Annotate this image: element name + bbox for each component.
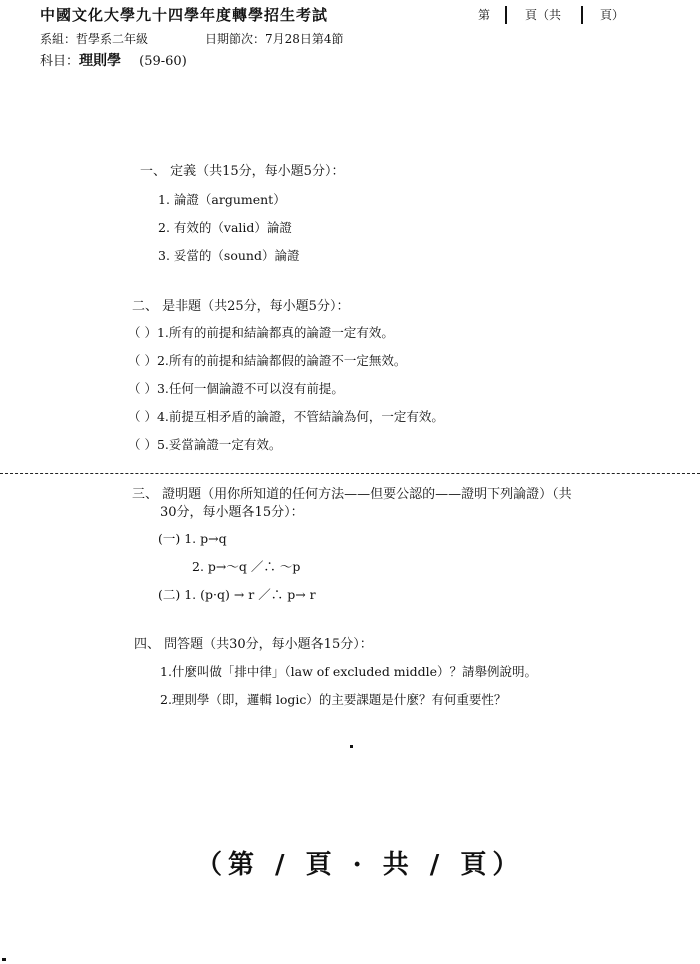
true-false-item: （ ）2.所有的前提和結論都假的論證不一定無效。 <box>128 353 407 368</box>
page-divider <box>505 4 507 24</box>
page-divider <box>581 4 583 24</box>
scan-speck <box>350 745 353 748</box>
page-footer: （第 / 頁 · 共 / 頁） <box>196 850 525 880</box>
essay-question: 2.理則學（即，邏輯 logic）的主要課題是什麼？有何重要性？ <box>160 692 507 707</box>
date-value: 7月28日第4節 <box>265 32 344 46</box>
section-3-heading-line1: 三、 證明題（用你所知道的任何方法——但要公認的——證明下列論證）（共 <box>132 487 572 502</box>
essay-question: 1.什麼叫做「排中律」（law of excluded middle）？請舉例說明。 <box>160 664 538 679</box>
date-line <box>205 30 344 47</box>
date-label: 日期節次： <box>205 32 266 46</box>
section-1-item: 3. 妥當的（sound）論證 <box>158 248 300 263</box>
school-title: 中國文化大學九十四學年度轉學招生考試 <box>40 6 329 24</box>
subject-label: 科目： <box>40 54 80 69</box>
true-false-item: （ ）4.前提互相矛盾的論證，不管結論為何，一定有效。 <box>128 409 444 424</box>
subject-value: 理則學 <box>79 53 122 69</box>
section-1-heading: 一、 定義（共15分，每小題5分）： <box>140 164 345 179</box>
department-value: 哲學系二年級 <box>76 32 149 46</box>
subject-code: (59-60) <box>139 54 187 69</box>
department-label: 系組： <box>40 32 77 46</box>
section-3-heading-line2: 30分，每小題各15分）： <box>160 505 304 520</box>
true-false-item: （ ）1.所有的前提和結論都真的論證一定有效。 <box>128 325 394 340</box>
page-label-first: 第 <box>478 8 491 22</box>
page-label-middle: 頁（共 <box>525 8 562 22</box>
section-1-item: 2. 有效的（valid）論證 <box>158 220 292 235</box>
department-line <box>40 30 148 47</box>
subject-line <box>40 50 187 70</box>
section-2-heading: 二、 是非題（共25分，每小題5分）： <box>132 299 350 314</box>
true-false-item: （ ）3.任何一個論證不可以沒有前提。 <box>128 381 344 396</box>
section-4-heading: 四、 問答題（共30分，每小題各15分）： <box>134 637 373 652</box>
true-false-item: （ ）5.妥當論證一定有效。 <box>128 437 282 452</box>
page-label-end: 頁） <box>600 8 625 22</box>
fold-line-divider <box>0 473 700 474</box>
proof-question-1: (一) 1. p→q <box>158 531 227 546</box>
proof-question-2: (二) 1. (p·q) → r ／∴ p→ r <box>158 587 316 602</box>
scan-speck <box>2 958 6 961</box>
proof-question-1-premise-2: 2. p→～q ／∴ ～p <box>192 559 301 574</box>
section-1-item: 1. 論證（argument） <box>158 192 286 207</box>
